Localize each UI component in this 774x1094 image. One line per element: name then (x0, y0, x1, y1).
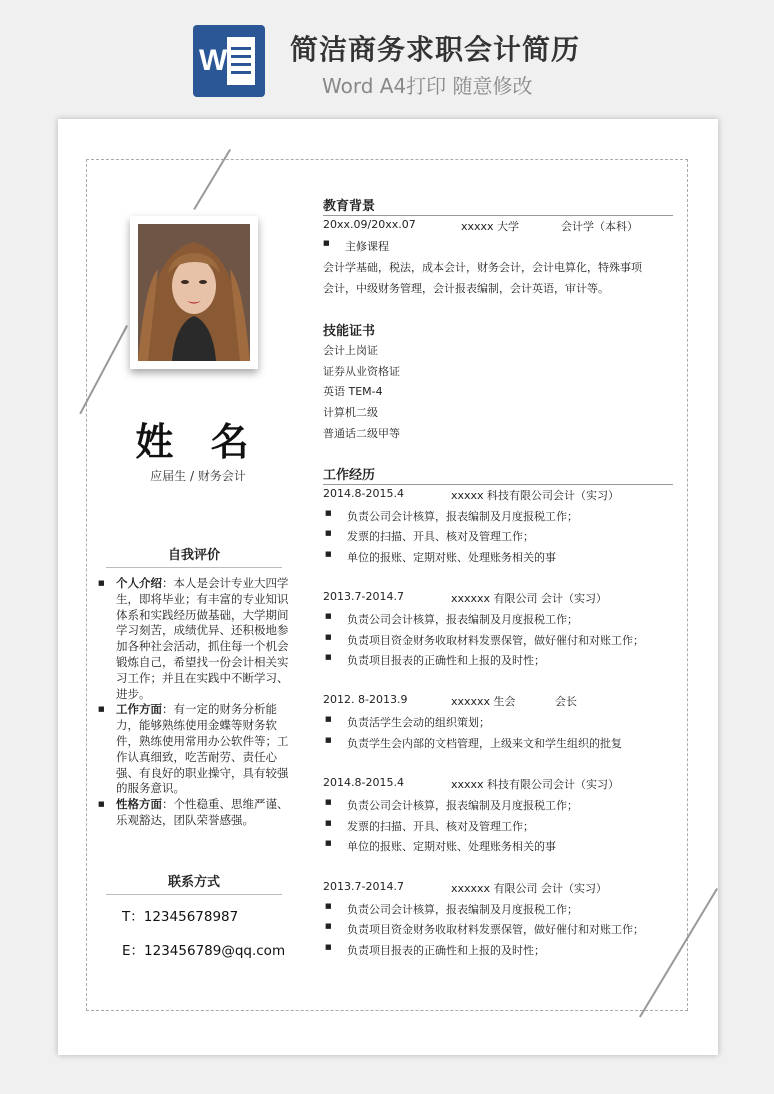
profile-photo-frame (130, 216, 258, 369)
page-title: 简洁商务求职会计简历 (290, 33, 581, 66)
word-logo-icon (193, 25, 265, 97)
job-company: xxxxx 科技有限公司会计（实习） (451, 489, 620, 502)
list-item: ■ 性格方面：个性稳重、思维严谨、乐观豁达，团队荣誉感强。 (96, 797, 290, 829)
job-position: 会长 (555, 695, 577, 708)
skill-item: 普通话二级甲等 (323, 427, 400, 440)
phone-number: T：12345678987 (122, 909, 239, 925)
word-logo-letter: W (199, 44, 228, 77)
job-duty: ■ 负责活学生会动的组织策划； (325, 714, 490, 730)
skills-heading: 技能证书 (323, 324, 376, 339)
edu-courses-line: 会计，中级财务管理，会计报表编制，会计英语，审计等。 (323, 282, 609, 295)
self-eval-list (96, 576, 290, 829)
edu-major: 会计学（本科） (561, 220, 638, 233)
self-eval-heading: 自我评价 (106, 544, 282, 568)
job-duty: ■ 发票的扫描、开具、核对及管理工作； (325, 818, 534, 834)
job-company: xxxxxx 有限公司 会计（实习） (451, 882, 608, 895)
job-duty: ■ 负责项目资金财务收取材料发票保管，做好催付和对账工作； (325, 632, 644, 648)
edu-school: xxxxx 大学 (461, 220, 520, 233)
job-duty: ■ 单位的报账、定期对账、处理账务相关的事 (325, 838, 556, 854)
edu-period: 20xx.09/20xx.07 (323, 218, 416, 231)
edu-courses-line: 会计学基础，税法，成本会计，财务会计，会计电算化，特殊事项 (323, 261, 642, 274)
skill-item: 证券从业资格证 (323, 365, 400, 378)
list-item: ■ 工作方面：有一定的财务分析能力，能够熟练使用金蝶等财务软件，熟练使用常用办公软件等；工作认真细致，吃苦耐劳、责任心强、有良好的职业操守，具有较强的服务意识。 (96, 702, 290, 797)
job-duty: ■ 负责学生会内部的文档管理，上级来文和学生组织的批复 (325, 735, 622, 751)
job-duty: ■ 发票的扫描、开具、核对及管理工作； (325, 528, 534, 544)
candidate-role: 应届生 / 财务会计 (150, 469, 246, 483)
email-address: E：123456789@qq.com (122, 943, 286, 959)
job-period: 2014.8-2015.4 (323, 487, 404, 500)
job-period: 2012. 8-2013.9 (323, 693, 408, 706)
education-heading: 教育背景 (323, 195, 673, 216)
contact-heading: 联系方式 (106, 871, 282, 895)
job-period: 2013.7-2014.7 (323, 880, 404, 893)
resume-page (58, 119, 718, 1055)
job-period: 2014.8-2015.4 (323, 776, 404, 789)
job-duty: ■ 负责公司会计核算，报表编制及月度报税工作； (325, 508, 578, 524)
job-duty: ■ 负责项目报表的正确性和上报的及时性； (325, 652, 545, 668)
skill-item: 会计上岗证 (323, 344, 378, 357)
work-heading: 工作经历 (323, 464, 673, 485)
job-period: 2013.7-2014.7 (323, 590, 404, 603)
job-duty: ■ 负责项目资金财务收取材料发票保管，做好催付和对账工作； (325, 921, 644, 937)
skill-item: 计算机二级 (323, 406, 378, 419)
profile-photo (138, 224, 250, 361)
edu-course-label: ■ 主修课程 (323, 238, 389, 254)
skill-item: 英语 TEM-4 (323, 385, 383, 398)
job-duty: ■ 负责公司会计核算，报表编制及月度报税工作； (325, 797, 578, 813)
job-company: xxxxxx 生会 (451, 695, 516, 708)
job-duty: ■ 单位的报账、定期对账、处理账务相关的事 (325, 549, 556, 565)
header (0, 0, 774, 110)
candidate-name: 姓 名 (135, 420, 261, 464)
list-item: ■ 个人介绍：本人是会计专业大四学生，即将毕业；有丰富的专业知识体系和实践经历做基础，大学期间学习刻苦，成绩优异、还积极地参加各种社会活动，抓住每一个机会锻炼自己，希望找一份会计相关实习工作；并且在实践中不断学习、进步。 (96, 576, 290, 702)
job-duty: ■ 负责项目报表的正确性和上报的及时性； (325, 942, 545, 958)
job-company: xxxxxx 有限公司 会计（实习） (451, 592, 608, 605)
job-duty: ■ 负责公司会计核算，报表编制及月度报税工作； (325, 611, 578, 627)
job-duty: ■ 负责公司会计核算，报表编制及月度报税工作； (325, 901, 578, 917)
job-company: xxxxx 科技有限公司会计（实习） (451, 778, 620, 791)
page-subtitle: Word A4打印 随意修改 (322, 74, 533, 98)
